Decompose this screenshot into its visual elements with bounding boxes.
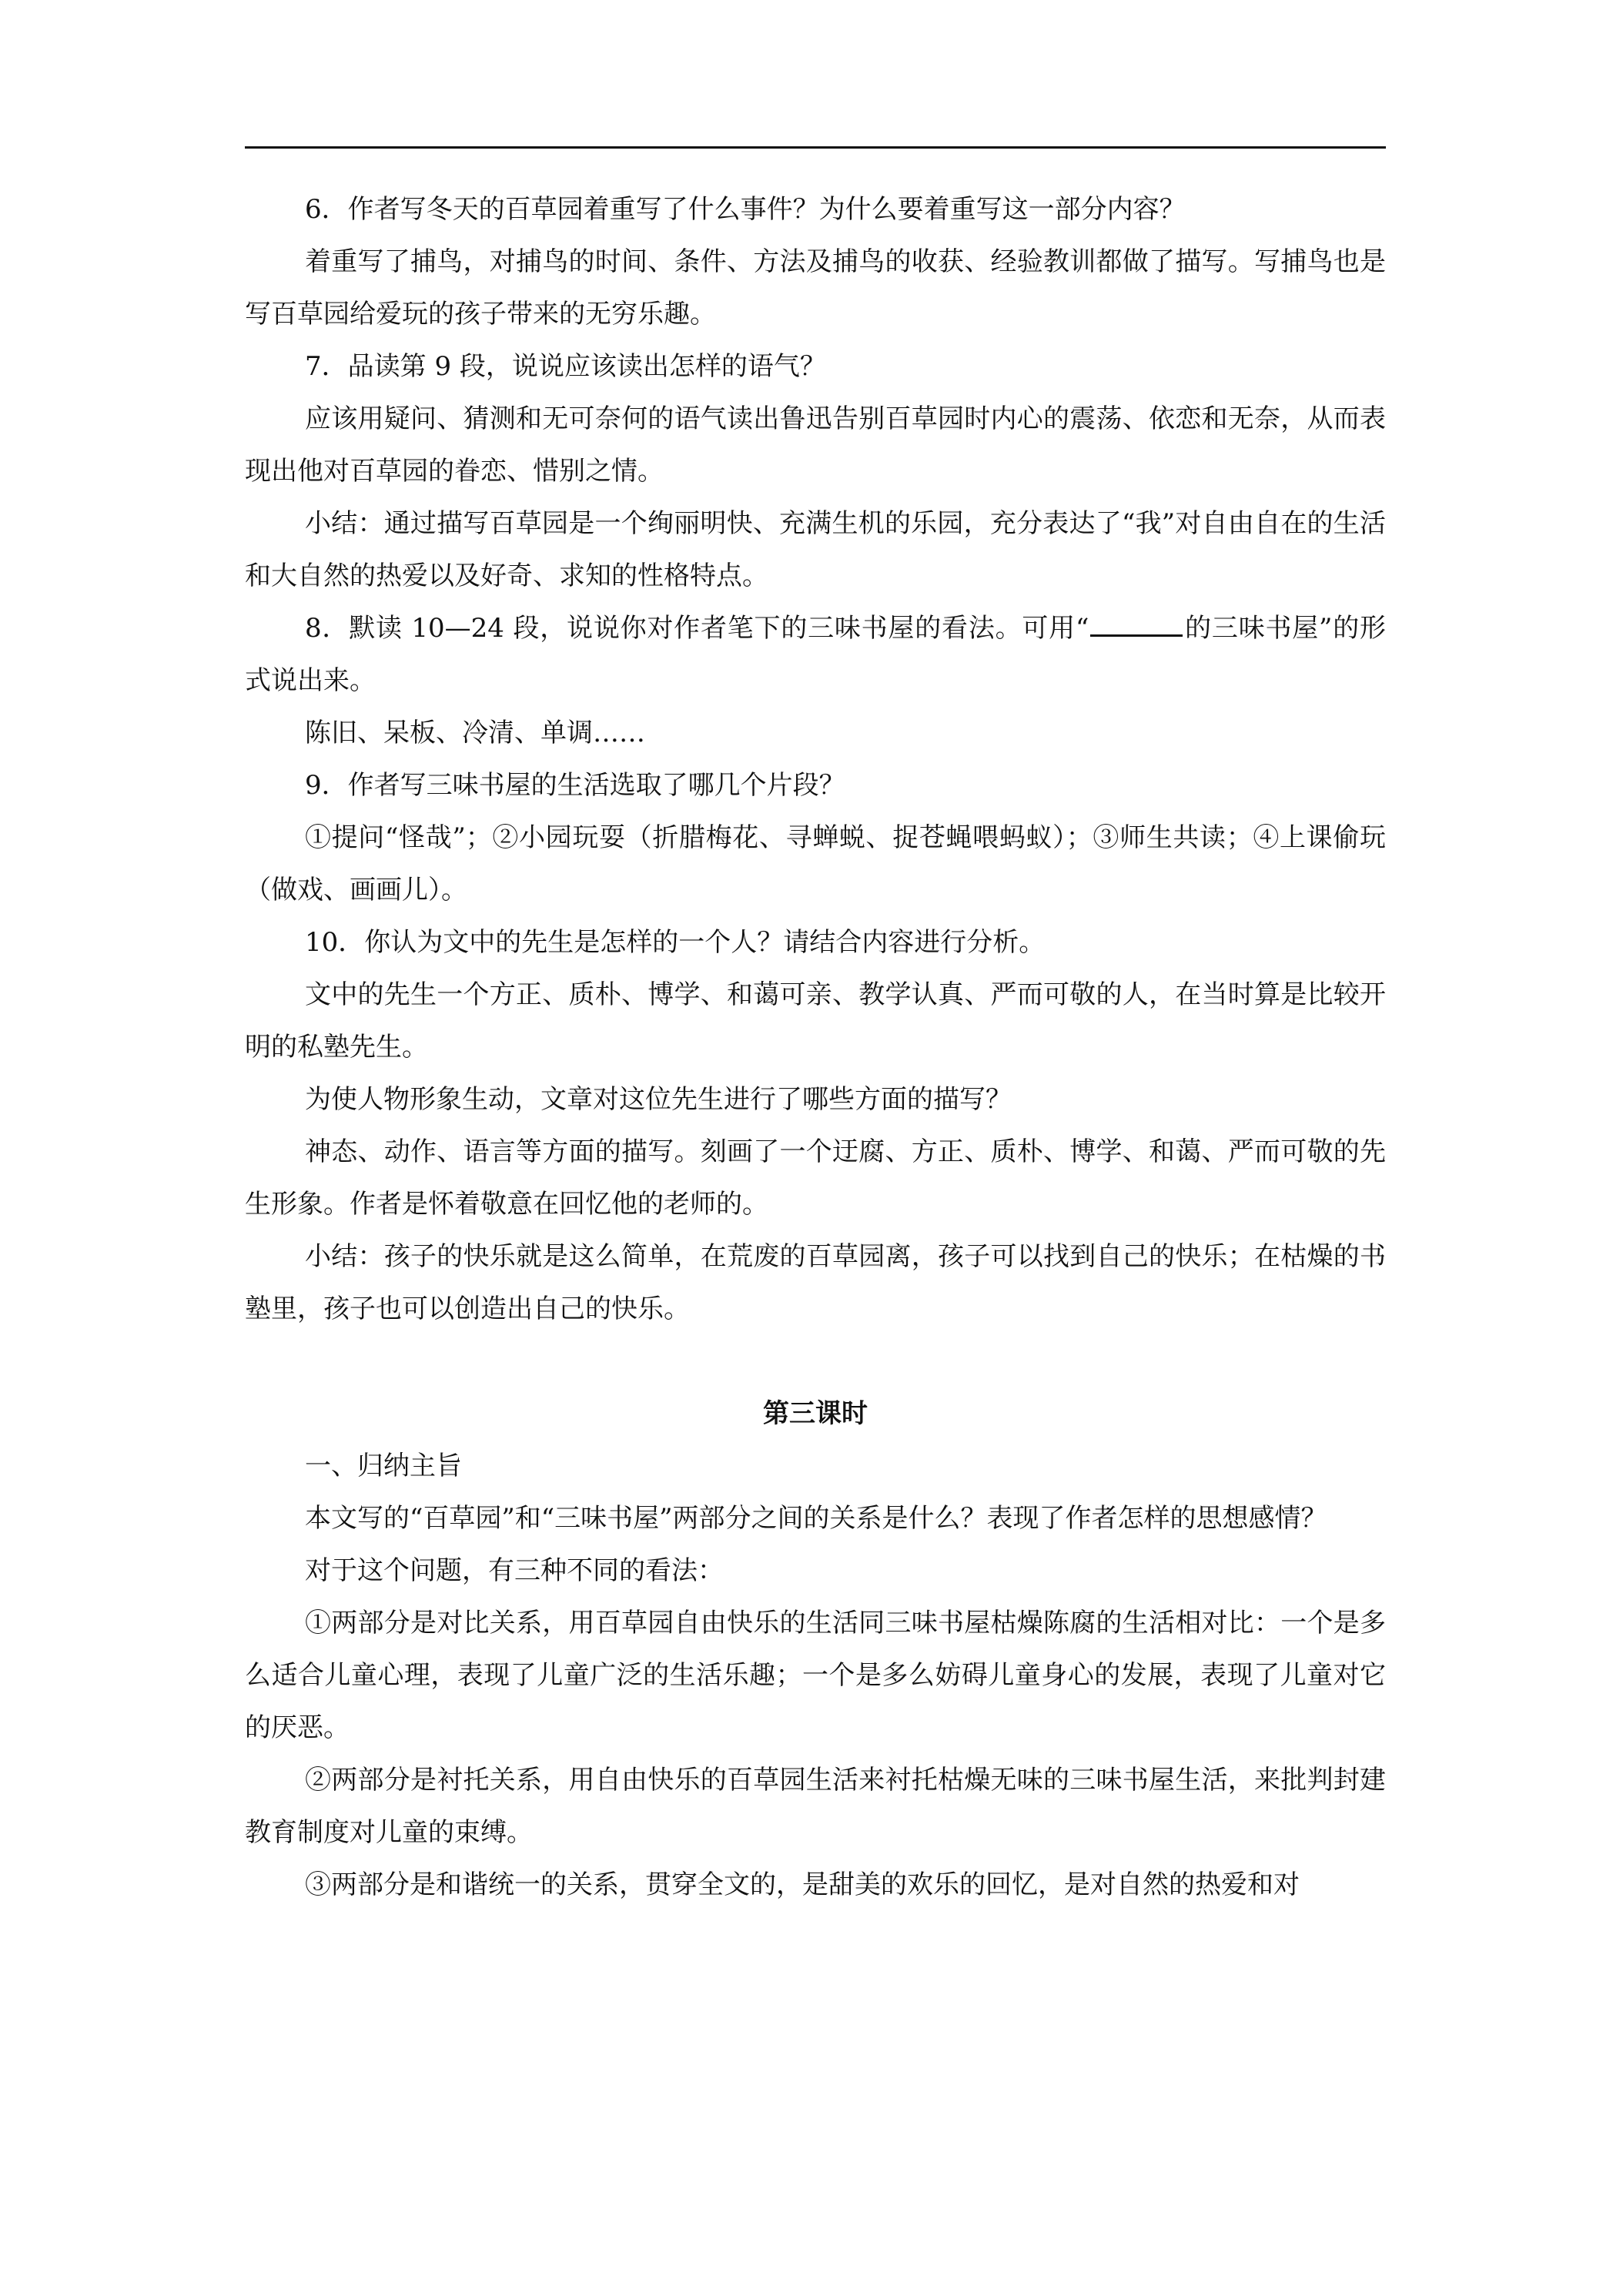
question-8 (245, 602, 1386, 707)
theme-question: 本文写的“百草园”和“三味书屋”两部分之间的关系是什么？表现了作者怎样的思想感情？ (305, 1503, 1327, 1534)
question-7: 7．品读第 9 段，说说应该读出怎样的语气？ (305, 351, 826, 382)
answer-10: 文中的先生一个方正、质朴、博学、和蔼可亲、教学认真、严而可敬的人，在当时算是比较开明的私塾先生。 (245, 979, 1386, 1063)
answer-9: ①提问“怪哉”；②小园玩耍（折腊梅花、寻蝉蜕、捉苍蝇喂蚂蚁）；③师生共读；④上课偷玩（做戏、画画儿）。 (245, 822, 1386, 905)
answer-6: 着重写了捕鸟，对捕鸟的时间、条件、方法及捕鸟的收获、经验教训都做了描写。写捕鸟也是写百草园给爱玩的孩子带来的无穷乐趣。 (245, 246, 1386, 330)
sub-question: 为使人物形象生动，文章对这位先生进行了哪些方面的描写？ (305, 1084, 1012, 1115)
view-1: ①两部分是对比关系，用百草园自由快乐的生活同三味书屋枯燥陈腐的生活相对比：一个是多么适合儿童心理，表现了儿童广泛的生活乐趣；一个是多么妨碍儿童身心的发展，表现了儿童对它的厌恶。 (245, 1608, 1386, 1743)
question-10: 10．你认为文中的先生是怎样的一个人？请结合内容进行分析。 (305, 927, 1046, 958)
document-body (245, 183, 1386, 1911)
question-8-before: 8．默读 10—24 段，说说你对作者笔下的三味书屋的看法。可用“ (305, 613, 1089, 644)
answer-8: 陈旧、呆板、冷清、单调…… (305, 718, 645, 748)
question-9: 9．作者写三味书屋的生活选取了哪几个片段？ (305, 770, 845, 801)
sub-answer: 神态、动作、语言等方面的描写。刻画了一个迂腐、方正、质朴、博学、和蔼、严而可敬的先生形象。作者是怀着敬意在回忆他的老师的。 (245, 1136, 1386, 1220)
fill-in-blank (1090, 611, 1183, 637)
header-rule (245, 146, 1386, 149)
summary-1: 小结：通过描写百草园是一个绚丽明快、充满生机的乐园，充分表达了“我”对自由自在的生活和大自然的热爱以及好奇、求知的性格特点。 (245, 508, 1386, 591)
section-heading: 第三课时 (763, 1398, 868, 1429)
section-spacer (245, 1335, 1386, 1387)
question-8-after: 的三味书屋”的形式说出来。 (245, 613, 1387, 696)
view-2: ②两部分是衬托关系，用自由快乐的百草园生活来衬托枯燥无味的三味书屋生活，来批判封建教育制度对儿童的束缚。 (245, 1765, 1386, 1848)
subsection-title: 一、归纳主旨 (305, 1451, 462, 1481)
views-intro: 对于这个问题，有三种不同的看法： (305, 1555, 724, 1586)
view-3: ③两部分是和谐统一的关系，贯穿全文的，是甜美的欢乐的回忆，是对自然的热爱和对 (305, 1869, 1300, 1900)
answer-7: 应该用疑问、猜测和无可奈何的语气读出鲁迅告别百草园时内心的震荡、依恋和无奈，从而表现出他对百草园的眷恋、惜别之情。 (245, 403, 1386, 487)
question-6: 6．作者写冬天的百草园着重写了什么事件？为什么要着重写这一部分内容？ (305, 194, 1186, 225)
summary-2: 小结：孩子的快乐就是这么简单，在荒废的百草园离，孩子可以找到自己的快乐；在枯燥的书塾里，孩子也可以创造出自己的快乐。 (245, 1241, 1386, 1324)
